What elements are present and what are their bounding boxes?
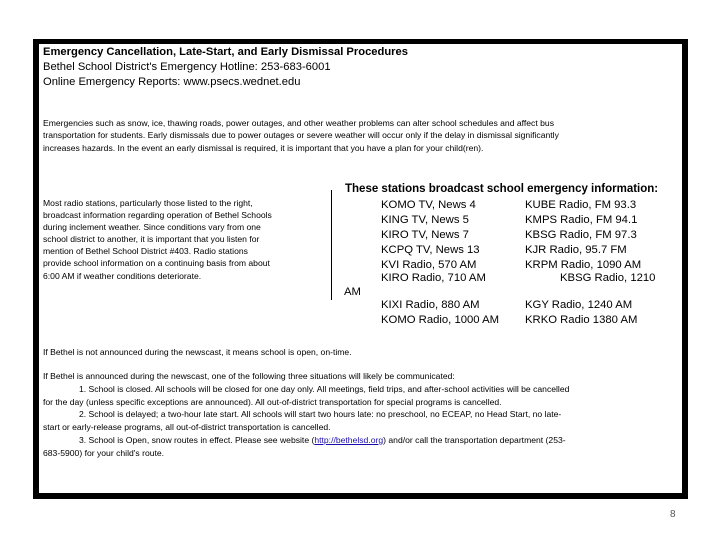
radio-note-line: 6:00 AM if weather conditions deteriorate. [43,270,202,281]
district-website-link[interactable]: http://bethelsd.org [314,434,384,445]
station-item: KGY Radio, 1240 AM [525,299,633,311]
station-item: KIXI Radio, 880 AM [381,299,480,311]
situation-2-line-1: 2. School is delayed; a two-hour late start. All schools will start two hours late: no preschool, no ECEAP, no Head Start, no late- [79,409,562,420]
station-item: KING TV, News 5 [381,214,469,226]
radio-note-line: school district to another, it is important that you listen for [43,234,260,245]
station-item: KUBE Radio, FM 93.3 [525,199,637,211]
station-item: KBSG Radio, FM 97.3 [525,229,637,241]
situation-2-line-2: start or early-release programs, all out-of-district transportation is cancelled. [43,422,331,433]
stations-title: These stations broadcast school emergency information: [345,183,659,195]
station-item: KOMO TV, News 4 [381,199,476,211]
announced-intro: If Bethel is announced during the newscast, one of the following three situations will likely be communicated: [43,371,455,381]
station-item: KCPQ TV, News 13 [381,244,480,256]
station-item: KOMO Radio, 1000 AM [381,314,500,326]
situation-1-line-2: for the day (unless specific exceptions are announced). All out-of-district transportation for special programs is cancelled. [43,396,502,407]
radio-note-line: mention of Bethel School District #403. Radio stations [43,246,248,257]
online-reports: Online Emergency Reports: www.psecs.wednet.edu [43,76,301,88]
situation-3-line-2: 683-5900) for your child's route. [43,447,165,458]
situation-3-pre: 3. School is Open, snow routes in effect. Please see website ( [79,434,315,445]
intro-line: increases hazards. In the event an early dismissal is required, it is important that you have a plan for your child(ren). [43,142,484,153]
radio-note-line: Most radio stations, particularly those listed to the right, [43,198,253,208]
radio-note-line: provide school information on a continuing basis from about [43,258,270,269]
station-item: KIRO TV, News 7 [381,229,469,241]
station-item: KRPM Radio, 1090 AM [525,259,642,271]
station-item: KJR Radio, 95.7 FM [525,244,627,256]
situation-1-line-1: 1. School is closed. All schools will be closed for one day only. All meetings, field trips, and after-school activities will be cancelled [79,383,570,394]
station-wrap-am: AM [344,286,361,298]
station-item: KMPS Radio, FM 94.1 [525,214,638,226]
announced-section [43,370,569,460]
station-item: KVI Radio, 570 AM [381,259,477,271]
not-announced-note: If Bethel is not announced during the newscast, it means school is open, on-time. [43,347,352,357]
page-number: 8 [670,509,676,520]
situation-3-line-1 [43,434,569,447]
radio-note-line: during inclement weather. Since conditions vary from one [43,222,261,233]
intro-line: Emergencies such as snow, ice, thawing roads, power outages, and other weather problems can alter school schedules and affect bus [43,118,554,128]
situation-3-post: ) and/or call the transportation department (253- [383,434,566,445]
vertical-divider [331,190,332,300]
radio-note-paragraph [43,197,272,282]
intro-line: transportation for students. Early dismissals due to power outages or severe weather will occur only if the delay in dismissal significantly [43,130,559,141]
intro-paragraph [43,117,683,154]
station-item: KIRO Radio, 710 AM [381,272,486,284]
document-title: Emergency Cancellation, Late-Start, and Early Dismissal Procedures [43,46,408,58]
radio-note-line: broadcast information regarding operation of Bethel Schools [43,210,272,221]
station-item: KBSG Radio, 1210 [560,272,656,284]
emergency-hotline: Bethel School District's Emergency Hotline: 253-683-6001 [43,61,331,73]
station-item: KRKO Radio 1380 AM [525,314,638,326]
